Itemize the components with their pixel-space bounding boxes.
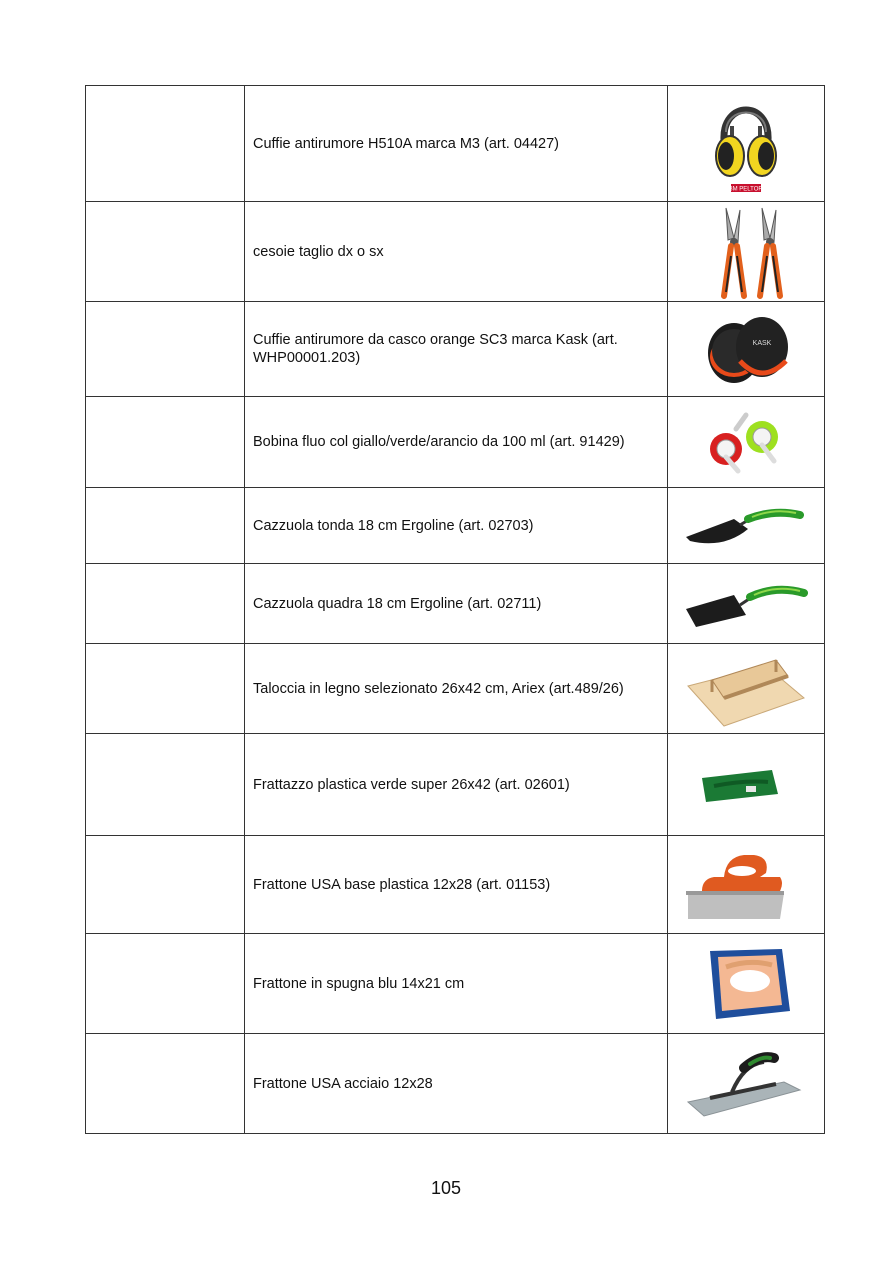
product-description: Frattone in spugna blu 14x21 cm xyxy=(245,934,668,1034)
round-trowel-icon xyxy=(668,488,825,564)
table-row xyxy=(86,302,825,397)
empty-cell xyxy=(86,734,245,836)
product-description: Cazzuola quadra 18 cm Ergoline (art. 02711) xyxy=(245,564,668,644)
product-description: Cuffie antirumore da casco orange SC3 marca Kask (art. WHP00001.203) xyxy=(245,302,668,397)
product-description: cesoie taglio dx o sx xyxy=(245,202,668,302)
aviation-snips-icon xyxy=(668,202,825,302)
plastic-float-icon xyxy=(668,836,825,934)
wooden-float-icon xyxy=(668,644,825,734)
peltor-badge: 3M PELTOR xyxy=(729,186,763,192)
table-row xyxy=(86,488,825,564)
empty-cell xyxy=(86,836,245,934)
empty-cell xyxy=(86,1034,245,1134)
product-description: Taloccia in legno selezionato 26x42 cm, Ariex (art.489/26) xyxy=(245,644,668,734)
empty-cell xyxy=(86,934,245,1034)
empty-cell xyxy=(86,86,245,202)
table-row xyxy=(86,1034,825,1134)
table-row xyxy=(86,734,825,836)
product-description: Bobina fluo col giallo/verde/arancio da 100 ml (art. 91429) xyxy=(245,397,668,488)
product-description: Frattone USA base plastica 12x28 (art. 01153) xyxy=(245,836,668,934)
steel-float-icon xyxy=(668,1034,825,1134)
product-description: Frattone USA acciaio 12x28 xyxy=(245,1034,668,1134)
empty-cell xyxy=(86,488,245,564)
empty-cell xyxy=(86,397,245,488)
green-float-icon xyxy=(668,734,825,836)
yellow-earmuffs-icon xyxy=(668,86,825,202)
table-row xyxy=(86,202,825,302)
line-reels-icon xyxy=(668,397,825,488)
table-row xyxy=(86,934,825,1034)
table-row xyxy=(86,644,825,734)
kask-logo: KASK xyxy=(752,340,772,347)
product-description: Cuffie antirumore H510A marca M3 (art. 04427) xyxy=(245,86,668,202)
empty-cell xyxy=(86,564,245,644)
table-row xyxy=(86,86,825,202)
product-description: Frattazzo plastica verde super 26x42 (art. 02601) xyxy=(245,734,668,836)
empty-cell xyxy=(86,302,245,397)
sponge-float-icon xyxy=(668,934,825,1034)
empty-cell xyxy=(86,202,245,302)
product-description: Cazzuola tonda 18 cm Ergoline (art. 02703) xyxy=(245,488,668,564)
empty-cell xyxy=(86,644,245,734)
square-trowel-icon xyxy=(668,564,825,644)
product-table xyxy=(85,85,825,1134)
page-number: 105 xyxy=(430,1178,462,1198)
table-row xyxy=(86,397,825,488)
helmet-earmuffs-icon xyxy=(668,302,825,397)
table-row xyxy=(86,836,825,934)
table-row xyxy=(86,564,825,644)
